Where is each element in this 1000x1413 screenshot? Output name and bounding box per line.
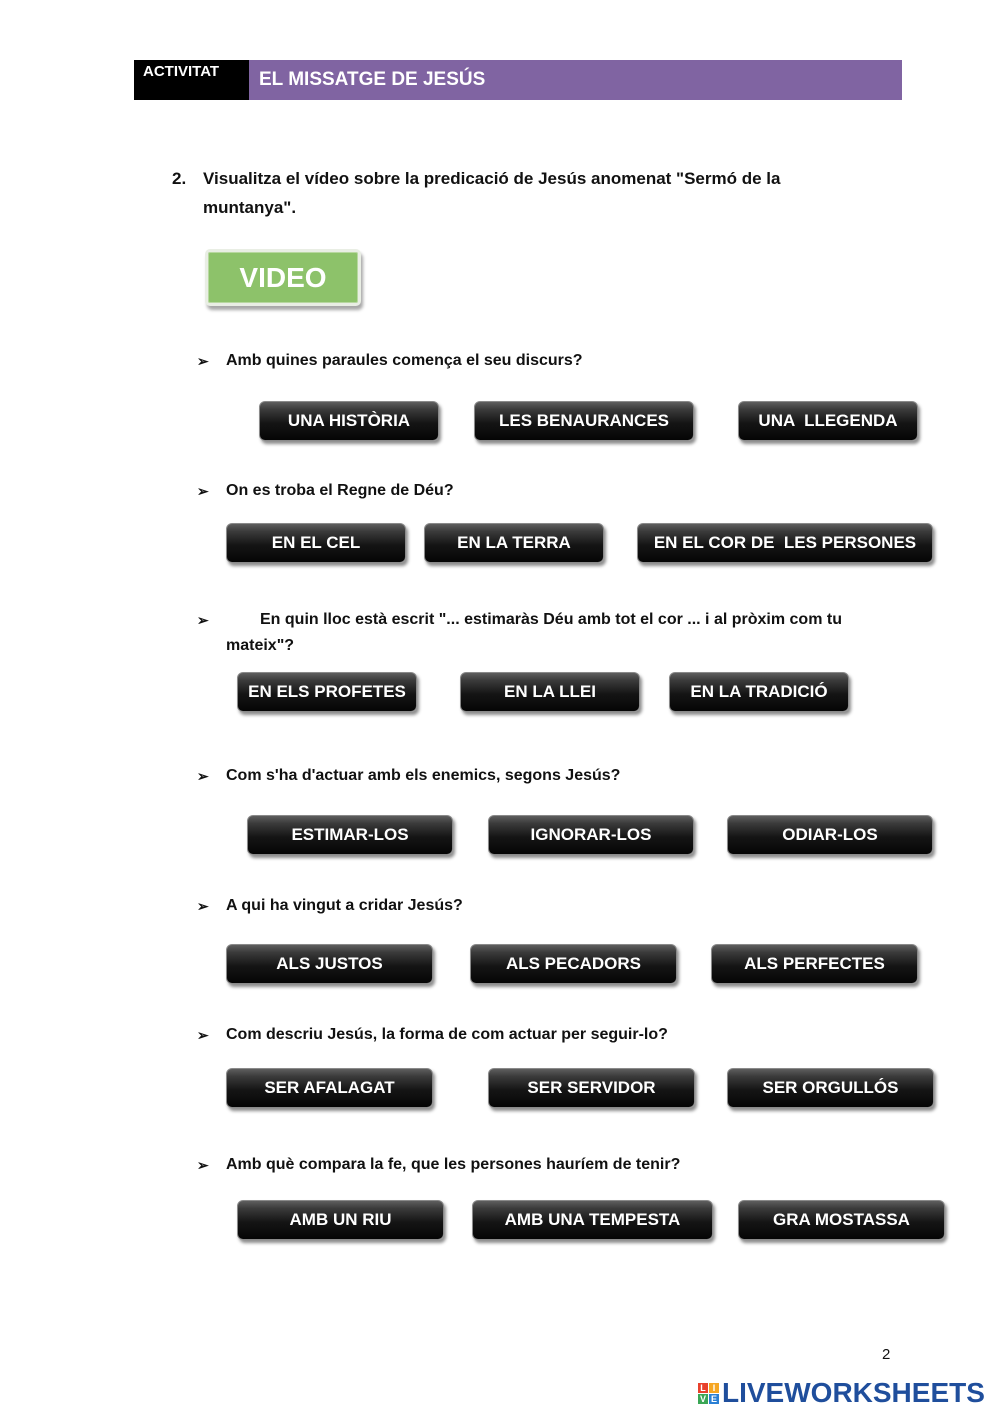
mark-letter: L <box>698 1383 708 1393</box>
question-5 <box>197 893 877 919</box>
option-button[interactable]: EN LA TRADICIÓ <box>669 672 849 712</box>
option-button[interactable]: EN EL COR DE LES PERSONES <box>637 523 933 563</box>
option-button[interactable]: GRA MOSTASSA <box>738 1200 945 1240</box>
question-text: Amb quines paraules comença el seu discurs? <box>226 352 583 369</box>
option-button[interactable]: AMB UNA TEMPESTA <box>472 1200 713 1240</box>
arrow-bullet-icon: ➢ <box>197 353 209 369</box>
question-text: Com descriu Jesús, la forma de com actuar per seguir-lo? <box>226 1026 668 1043</box>
arrow-bullet-icon: ➢ <box>197 483 209 499</box>
option-button[interactable]: EN ELS PROFETES <box>237 672 417 712</box>
activity-title: EL MISSATGE DE JESÚS <box>249 60 902 100</box>
question-2 <box>197 478 877 504</box>
option-button[interactable]: ODIAR-LOS <box>727 815 933 855</box>
option-button[interactable]: UNA HISTÒRIA <box>259 401 439 441</box>
option-button[interactable]: ALS PECADORS <box>470 944 677 984</box>
option-button[interactable]: UNA LLEGENDA <box>738 401 918 441</box>
arrow-bullet-icon: ➢ <box>197 612 209 628</box>
option-button[interactable]: SER ORGULLÓS <box>727 1068 934 1108</box>
video-button[interactable]: VIDEO <box>205 249 361 306</box>
mark-letter: I <box>709 1383 719 1393</box>
page-number: 2 <box>882 1346 891 1363</box>
option-button[interactable]: IGNORAR-LOS <box>488 815 694 855</box>
option-button[interactable]: EN LA LLEI <box>460 672 640 712</box>
instruction-number: 2. <box>172 169 187 188</box>
question-text-line-1: En quin lloc està escrit "... estimaràs Déu amb tot el cor ... i al pròxim com tu <box>260 611 842 628</box>
arrow-bullet-icon: ➢ <box>197 1157 209 1173</box>
option-button[interactable]: EN LA TERRA <box>424 523 604 563</box>
question-text: On es troba el Regne de Déu? <box>226 482 454 499</box>
option-button[interactable]: ALS PERFECTES <box>711 944 918 984</box>
question-text: Com s'ha d'actuar amb els enemics, segons Jesús? <box>226 767 621 784</box>
question-3 <box>197 607 877 659</box>
question-7 <box>197 1152 877 1178</box>
option-button[interactable]: SER SERVIDOR <box>488 1068 695 1108</box>
question-4 <box>197 763 877 789</box>
question-text-line-2: mateix"? <box>226 637 295 654</box>
brand-name: LIVEWORKSHEETS <box>722 1377 985 1408</box>
instruction-line-1: Visualitza el vídeo sobre la predicació de Jesús anomenat "Sermó de la <box>203 169 781 188</box>
question-text: Amb què compara la fe, que les persones hauríem de tenir? <box>226 1156 681 1173</box>
question-6 <box>197 1022 877 1048</box>
option-button[interactable]: AMB UN RIU <box>237 1200 444 1240</box>
option-button[interactable]: EN EL CEL <box>226 523 406 563</box>
question-text <box>226 607 877 659</box>
instruction-line-2: muntanya". <box>203 198 297 217</box>
question-text: A qui ha vingut a cridar Jesús? <box>226 897 463 914</box>
mark-letter: V <box>699 1393 706 1404</box>
arrow-bullet-icon: ➢ <box>197 768 209 784</box>
question-1 <box>197 348 877 374</box>
arrow-bullet-icon: ➢ <box>197 1027 209 1043</box>
option-button[interactable]: ESTIMAR-LOS <box>247 815 453 855</box>
option-button[interactable]: LES BENAURANCES <box>474 401 694 441</box>
mark-letter: E <box>710 1393 717 1404</box>
arrow-bullet-icon: ➢ <box>197 898 209 914</box>
option-button[interactable]: SER AFALAGAT <box>226 1068 433 1108</box>
liveworksheets-logo[interactable] <box>698 1376 985 1410</box>
instruction <box>172 164 812 222</box>
option-button[interactable]: ALS JUSTOS <box>226 944 433 984</box>
activity-label: ACTIVITAT <box>134 60 249 100</box>
liveworksheets-mark-icon <box>698 1383 719 1404</box>
